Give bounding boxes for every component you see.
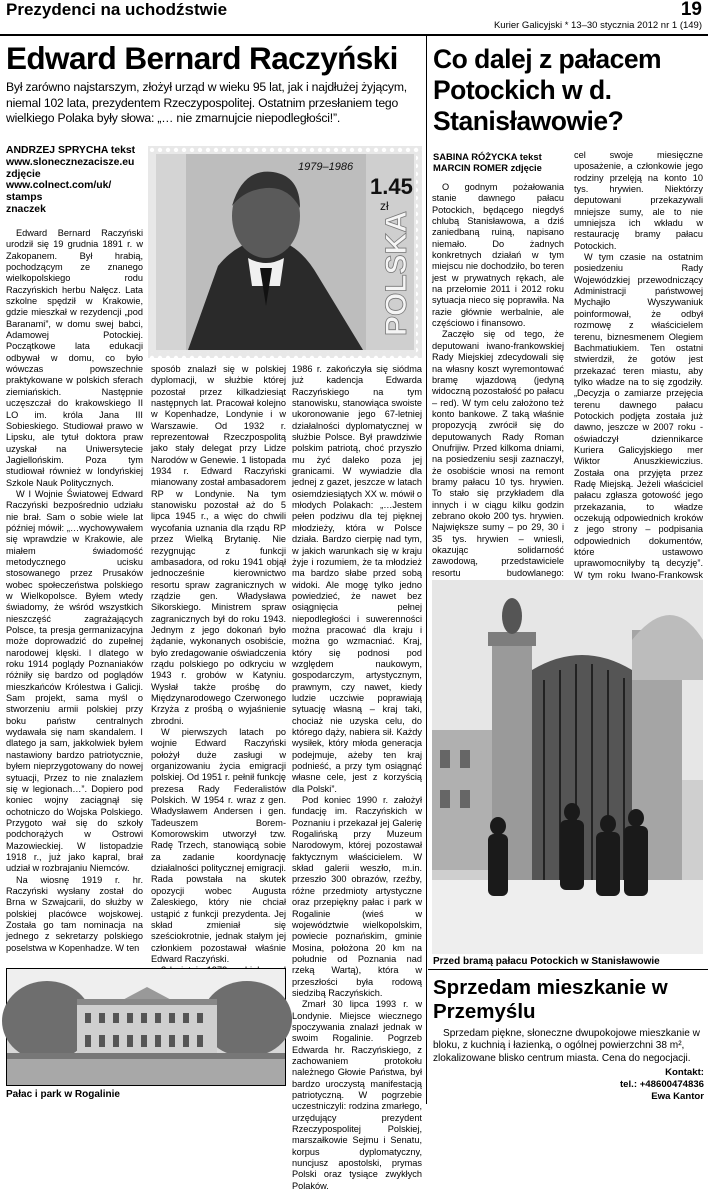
credit-line: www.colnect.com/uk/ bbox=[6, 180, 112, 192]
ad-text bbox=[433, 1028, 705, 1065]
paragraph: Pod koniec 1990 r. założył fundację im. Raczyńskich w Poznaniu i przekazał jej Galerię Rogalińską przy Muzeum Narodowym, której pozostawał faktycznym właścicielem. W skład galerii weszło, m.in. przeszło 300 obrazów, rzeźby, różne przedmioty artystyczne oraz przepiękny pałac i park w Rogalinie (wieś w województwie wielkopolskim, powiecie poznańskim, gminie Mosina, położona 20 km na południe od Poznania nad rzeką Wartą), która w przeszłości była rodową siedzibą Raczyńskich. bbox=[292, 795, 422, 998]
header-rule bbox=[0, 34, 708, 36]
paragraph: Zaczęło się od tego, że deputowani iwano-frankowskiej Rady Miejskiej zdecydowali się na własny koszt wyremontować bramę wjazdową (jedyną widoczną pozostałość po pałacu – red). W tym celu założono też konto bankowe. Z taką właśnie propozycją zwrócił się do deputowanych Rady Roman Onufrijiw. Przed kilkoma dniami, na posiedzeniu sesji zaznaczył, że osobiście wnosi na remont bramy pałacu 10 tys. hrywien. To stało się przykładem dla innych i w ciągu kilku godzin zebrano około 200 tys. hrywien. Największe sumy – po 29, 30 i 35 tys. hrywien – wniesli, okazując solidarność zawodową, przedstawiciele resortu budowlanego: bbox=[432, 329, 564, 578]
paragraph: O godnym pożałowania stanie dawnego pałacu Potockich, będącego niegdyś chlubą Stanisławowa, a dziś zaniedbaną ruiną, napisano niemało. Do żadnych konkretnych działań w tym miejscu nie dochodziło, bo teren jest w prywatnych rękach, ale na przełomie 2011 i 2012 roku sytuacja nieco się poprawiła. Na razie głównie werbalnie, ale częściowo i finansowo. bbox=[432, 182, 564, 329]
stamp-years: 1979–1986 bbox=[298, 161, 354, 173]
article-column-3 bbox=[292, 364, 422, 1191]
credit-line: www.slonecznezacisze.eu bbox=[6, 156, 135, 168]
article-column-2 bbox=[151, 364, 286, 984]
credit-line: MARCIN ROMER zdjęcie bbox=[433, 162, 542, 173]
article2-column-2 bbox=[574, 150, 703, 578]
paragraph: Edward Bernard Raczyński urodził się 19 grudnia 1891 r. w Zakopanem. Był hrabią, pochodzącym ze znanego wielkopolskiego rodu Raczyńskich herbu Nałęcz. Lata szkolne spędził w Krakowie, gdzie mieszkał w rezydencji „pod Baranami”, w domu swej babci, Adamowej Potockiej. Początkowe lata edukacji odbywał w domu, co było wówczas powszechnie praktykowane w polskich sferach ziemiańskich. Następnie uczęszczał do krakowskiego II LO im. króla Jana III Sobieskiego. Studiował prawo w Lipsku, ale tytuł doktora praw uzyskał na Uniwersytecie Jagiellońskim. Poza tym studiował również w londyńskiej Szkole Nauk Politycznych. bbox=[6, 228, 143, 488]
article2-credits bbox=[433, 151, 568, 173]
paragraph: Zmarł 30 lipca 1993 r. w Londynie. Miejsce wiecznego spoczywania znalazł jednak w swoim Rogalinie. Pogrzeb Edwarda hr. Raczyńskiego, z zachowaniem protokołu należnego Głowie Państwa, był bardzo uroczystą manifestacją patriotyczną. W pogrzebie uczestniczyli: rodzina zmarłego, urzędujący prezydent Rzeczypospolitej Polskiej, marszałkowie Sejmu i Senatu, korpus dyplomatyczny, nuncjusz apostolski, prymas Polski oraz tysiące zwykłych Polaków. bbox=[292, 999, 422, 1191]
paragraph: W I Wojnie Światowej Edward Raczyński bezpośrednio udziału nie brał. Sam o sobie wiele lat później mówił: „…wychowywałem się wprawdzie w Krakowie, ale miałem świadomość metodycznego ucisku stosowanego przez Prusaków wobec społeczeństwa polskiego w Wielkopolsce. Byłem wtedy świadomy, że wśród wszystkich nieszczęść zagrażających Polsce, ta presja germanizacyjna może doprowadzić do zupełnej narodowej klęski. I dlatego w roku 1914 poglądy Poznaniaków różniły się bardzo od poglądów mieszkańców Królestwa i Galicji. Sam projekt, sama myśl o stworzeniu armii polskiej przy boku państw centralnych wydawała się nam skandalem. I dlatego ja sam, jakkolwiek byłem nastawiony bardzo patriotycznie, byłem nieprzygotowany do nowej sytuacji, Przez to nie znalazłem się w legionach…”. Dopiero pod koniec wojny zaciągnął się ochotniczo do Wojska Polskiego. Przygoto wał się do szkoły podchorążych w Ostrowi Mazowieckiej. W listopadzie 1918 r., już jako kapral, brał udział w rozbrajaniu Niemców. bbox=[6, 488, 143, 874]
publication-line: Kurier Galicyjski * 13–30 stycznia 2012 nr 1 (149) bbox=[493, 20, 702, 31]
article2-column-1 bbox=[432, 182, 564, 578]
stamp-image bbox=[148, 146, 422, 358]
gate-photo bbox=[432, 580, 703, 954]
page-number: 19 bbox=[680, 0, 702, 20]
paragraph: Na wiosnę 1919 r. hr. Raczyński wysłany został do Brna w Szwajcarii, do służby w polskiej placówce wojskowej. Została go tam nominacja na jednego z sekretarzy polskiego poselstwa w Kopenhadze. W ten bbox=[6, 874, 143, 953]
ad-paragraph: Sprzedam piękne, słoneczne dwupokojowe mieszkanie w bloku, z kuchnią i łazienką, o ogólnej powierzchni 38 m², zlokalizowane blisko centrum miasta. Cena do negocjacji. bbox=[433, 1028, 700, 1064]
stamp-country: POLSKA bbox=[380, 210, 413, 336]
ad-rule bbox=[428, 969, 708, 970]
stamp-currency: zł bbox=[380, 199, 389, 213]
contact-name: Ewa Kantor bbox=[651, 1090, 704, 1102]
column-divider bbox=[426, 36, 427, 1104]
palace-photo bbox=[6, 968, 286, 1086]
palace-photo-caption: Pałac i park w Rogalinie bbox=[6, 1089, 120, 1100]
contact-phone[interactable]: tel.: +48600474836 bbox=[619, 1078, 704, 1090]
credit-line: zdjęcie bbox=[6, 168, 41, 180]
ad-title: Sprzedam mieszkanie w Przemyślu bbox=[433, 976, 668, 1023]
paragraph: cel swoje miesięczne uposażenie, a członkowie jego rodziny przelęją na konto 10 tys. hrywien. Niektórzy deputowani przekazywali mniejsze sumy, ale to nie umniejsza ich wkładu w restaurację bramy pałacu Potockich. bbox=[574, 150, 703, 251]
paragraph: sposób znalazł się w polskiej dyplomacji, w służbie której pozostał przez kilkadziesiąt następnych lat. Pracował kolejno w Kopenhadze, Londynie i w Warszawie. Od 1932 r. reprezentował Rzeczpospolitą jako stały delegat przy Lidze Narodów w Genewie. 1 listopada 1934 r. Edward Raczyński mianowany został ambasadorem RP w Londynie. Na tym stanowisku pozostał aż do 5 lipca 1945 r., a więc do chwili wycofania uznania dla rządu RP przez Wielką Brytanię. Nie rezygnując z funkcji ambasadora, od roku 1941 objął jednocześnie kierownictwo resortu spraw zagranicznych w rządzie gen. Władysława Sikorskiego. Ministrem spraw zagranicznych był do roku 1943. Jednym z jego dokonań było żądanie, wykonanych osobiście, było zredagowanie oświadczenia rządu polskiego po odkryciu w 1943 r. grobów w Katyniu. Wysłał także prośbę do Międzynarodowego Czerwonego Krzyża z prośbą o wyjaśnienie zbrodni. bbox=[151, 364, 286, 726]
credit-line: ANDRZEJ SPRYCHA tekst bbox=[6, 145, 136, 156]
stamp-value: 1.45 bbox=[370, 174, 413, 199]
credit-line: znaczek bbox=[6, 203, 46, 215]
credit-line: SABINA RÓŻYCKA tekst bbox=[433, 151, 542, 162]
paragraph: W tym czasie na ostatnim posiedzeniu Rady Wojewódzkiej przewodniczący Administracji państwowej Mychajło Wyszywaniuk poinformował, że odbył rozmowę z właścicielem terenu, biznesmenem Olegiem Bachmatiukiem. Ten ostatni stwierdził, że gotów jest przekazać teren miastu, aby tylko władze na to się zgodziły. „Decyzja o zamiarze przejęcia terenu dawnego pałacu Potockich podjęta została już dawno, jeszcze w 2007 roku - oświadczył dziennikarce Kuriera Galicyjskiego mer Wiktor Anuszkiewiczius. Została ona przyjęta przez Radę Miejską. Jeżeli właściciel pałacu zgłasza gotowość jego przekazania, to władze oczekują odpowiednich kroków z jego strony – podpisania odpowiednich dokumentów, które ustawowo uprawomocniłyby tą decyzję”. W tym roku Iwano-Frankowsk bbox=[574, 252, 703, 580]
article-title: Edward Bernard Raczyński bbox=[6, 40, 398, 76]
contact-label: Kontakt: bbox=[665, 1067, 704, 1078]
gate-photo-caption: Przed bramą pałacu Potockich w Stanisławowie bbox=[433, 956, 660, 967]
credit-line: stamps bbox=[6, 192, 43, 204]
paragraph: W pierwszych latach po wojnie Edward Raczyński położył duże zasługi w organizowaniu życia emigracji polskiej. Od 1951 r. pełnił funkcję prezesa Rady Federalistów Polskich. W 1954 r. wraz z gen. Władysławem Andersen i gen. Tadeuszem Borem-Komorowskim utworzył tzw. Radę Trzech, stanowiącą sobie za zadanie koordynację działalności politycznej emigracji. Rada powstała na skutek opozycji wobec Augusta Zaleskiego, który nie chciał ustąpić z funkcji prezydenta. Jej skład zmieniał się sześciokrotnie, jednak stałym jej członkiem pozostawał właśnie Edward Raczyński. bbox=[151, 727, 286, 964]
section-title: Prezydenci na uchodźstwie bbox=[6, 0, 228, 19]
article-lead: Był zarówno najstarszym, złożył urząd w wieku 95 lat, jak i najdłużej żyjącym, niemal 102 lata, prezydentem Rzeczypospolitej. Ostatnim przesłaniem tego wielkiego Polaka były słowa: „… nie zmarnujcie niepodległości!”. bbox=[6, 80, 407, 126]
ad-contact bbox=[620, 1067, 704, 1102]
article-credits bbox=[6, 145, 144, 216]
article2-title: Co dalej z pałacem Potockich w d. Stanisławowie? bbox=[433, 44, 662, 136]
article-column-1 bbox=[6, 228, 143, 966]
paragraph: 1986 r. zakończyła się siódma już kadencja Edwarda Raczyńskiego na tym stanowisku, stanowiąca swoiste ukoronowanie jego 67-letniej działalności dyplomatycznej w służbie Polsce. Był prawdziwie polskim patriotą, choć przyszło mu żyć daleko poza jej granicami. W wywiadzie dla jednej z gazet, jeszcze w latach osiemdziesiątych XX w. mówił o młodych Polakach: „…Jestem pełen podziwu dla tej pięknej młodzieży, która w Polsce działa. Bardzo cierpię nad tym, w jakich warunkach się w kraju żyje i rozumiem, że ta młodzież ma bardzo słabe przed sobą widoki. Ale mogę tylko jedno powiedzieć, że nawet bez osiągnięcia pełnej niepodległości i suwerenności można pracować dla kraju i można go wzmacniać. Kraj, który się podnosi pod względem naukowym, gospodarczym, artystycznym, prawnym, czy nawet, kiedy ludzie uczciwie poprawiają sytuację własną – kraj taki, chociaż nie uzyska celu, do którego dąży, nabiera sił. Każdy wysiłek, który młoda generacja podejmuje, ażeby ten kraj podnieść, a przy tym osiągnąć własne cele, jest z korzyścią dla Polski”. bbox=[292, 364, 422, 794]
